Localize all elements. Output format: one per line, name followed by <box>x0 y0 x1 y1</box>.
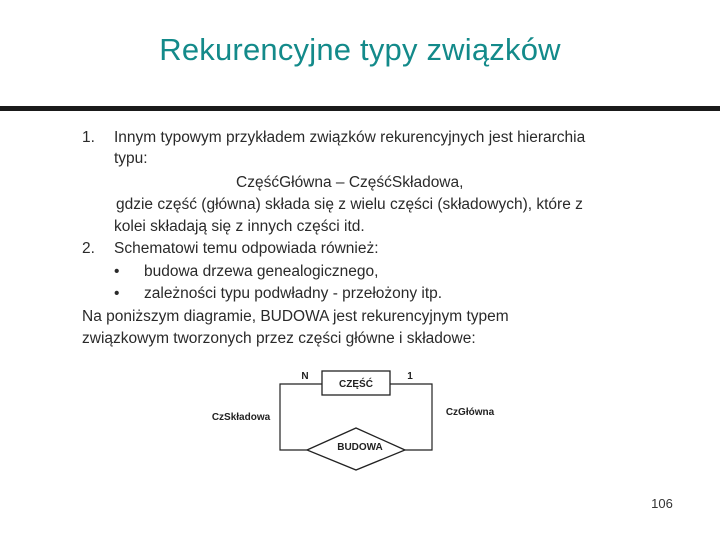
item1-line2: typu: <box>114 150 148 167</box>
paragraph-line-1: Na poniższym diagramie, BUDOWA jest rekurencyjnym typem <box>82 308 509 325</box>
item1-line3: gdzie część (główna) składa się z wielu części (składowych), które z <box>116 196 583 213</box>
right-link-line <box>390 384 432 450</box>
role-right-label: CzGłówna <box>445 407 495 418</box>
cardinality-left: N <box>301 371 309 382</box>
role-left-label: CzSkładowa <box>211 412 271 423</box>
cardinality-right: 1 <box>407 371 413 382</box>
left-link-line <box>280 384 322 450</box>
bullet-text: zależności typu podwładny - przełożony itp. <box>144 285 443 302</box>
item1-formula: CzęśćGłówna – CzęśćSkładowa, <box>236 174 464 191</box>
bullet-text: budowa drzewa genealogicznego, <box>144 263 379 280</box>
paragraph-line-2: związkowym tworzonych przez części główne i składowe: <box>82 330 476 347</box>
bullet-symbol: • <box>114 263 120 280</box>
item2-line1: Schematowi temu odpowiada również: <box>114 240 379 257</box>
entity-label: CZĘŚĆ <box>339 379 373 390</box>
item1-line1: Innym typowym przykładem związków rekurencyjnych jest hierarchia <box>114 129 586 146</box>
relationship-label: BUDOWA <box>337 442 383 453</box>
slide-title: Rekurencyjne typy związków <box>159 32 561 67</box>
list-number: 1. <box>82 129 95 146</box>
bullet-symbol: • <box>114 285 120 302</box>
item1-line4: kolei składają się z innych części itd. <box>114 218 365 235</box>
list-number: 2. <box>82 240 95 257</box>
page-number: 106 <box>651 496 673 511</box>
